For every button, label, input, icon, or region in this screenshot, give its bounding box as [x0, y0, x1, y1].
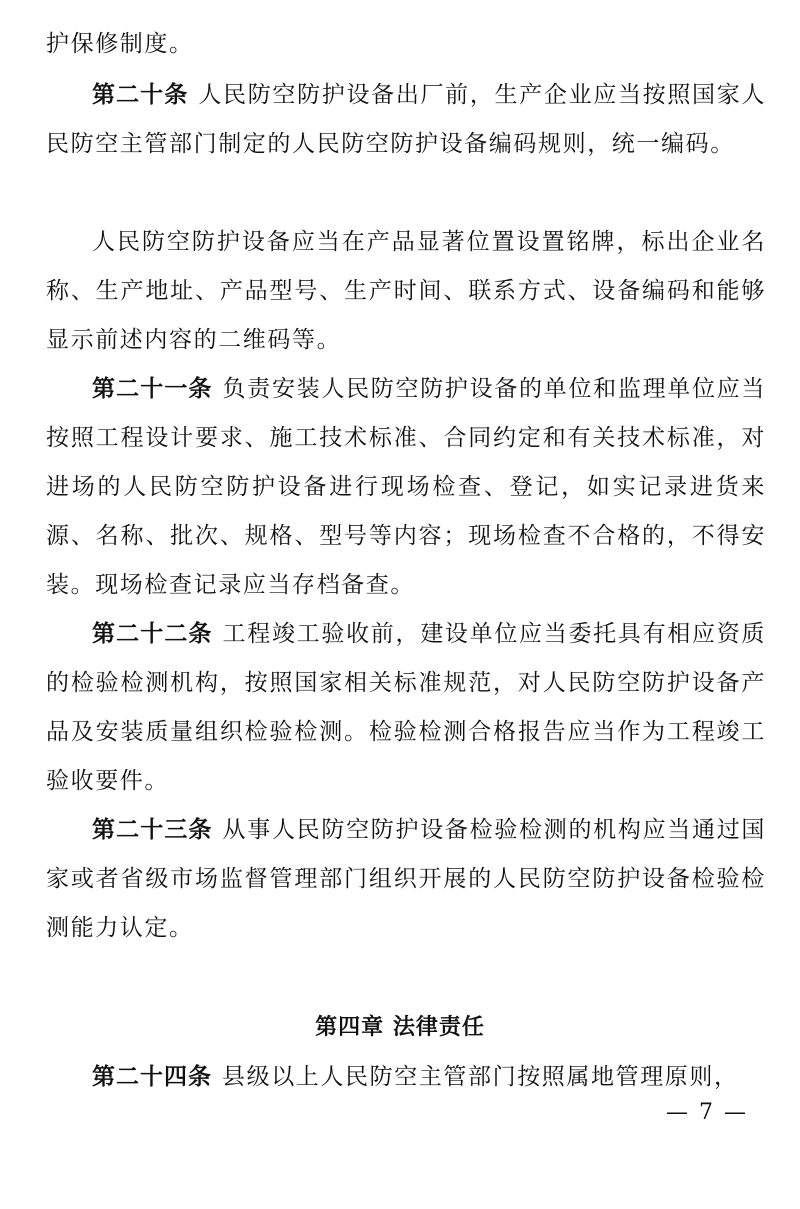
article-22-heading: 第二十二条	[92, 621, 213, 647]
continuation-text: 护保修制度。	[46, 31, 194, 57]
article-21-text: 负责安装人民防空防护设备的单位和监理单位应当按照工程设计要求、施工技术标准、合同约定和有关技术标准，对进场的人民防空防护设备进行现场检查、登记，如实记录进货来源、名称、批次、规格、型号等内容；现场检查不合格的，不得安装。现场检查记录应当存档备查。	[46, 376, 767, 598]
article-20-text-1: 人民防空防护设备出厂前，生产企业应当按照国家人民防空主管部门制定的人民防空防护设备编码规则，统一编码。	[46, 82, 766, 157]
article-23-heading: 第二十三条	[92, 817, 213, 843]
article-24-paragraph	[46, 1053, 766, 1102]
article-21-paragraph	[46, 365, 766, 610]
article-22-text: 工程竣工验收前，建设单位应当委托具有相应资质的检验检测机构，按照国家相关标准规范，对人民防空防护设备产品及安装质量组织检验检测。检验检测合格报告应当作为工程竣工验收要件。	[46, 621, 767, 794]
article-20-paragraph-2	[46, 218, 766, 365]
article-23-paragraph	[46, 806, 766, 953]
continuation-paragraph	[46, 20, 766, 69]
article-24-text: 县级以上人民防空主管部门按照属地管理原则，	[222, 1064, 739, 1090]
article-22-paragraph	[46, 610, 766, 806]
article-21-heading: 第二十一条	[92, 376, 213, 402]
article-24-heading: 第二十四条	[92, 1064, 212, 1090]
page-number: — 7 —	[666, 1100, 748, 1125]
article-20-text-2: 人民防空防护设备应当在产品显著位置设置铭牌，标出企业名称、生产地址、产品型号、生产时间、联系方式、设备编码和能够显示前述内容的二维码等。	[46, 229, 766, 353]
article-20-heading: 第二十条	[92, 82, 189, 108]
chapter-title: 第四章 法律责任	[315, 1015, 485, 1040]
article-20-paragraph-1	[46, 71, 766, 169]
article-23-text: 从事人民防空防护设备检验检测的机构应当通过国家或者省级市场监督管理部门组织开展的人民防空防护设备检验检测能力认定。	[46, 817, 767, 941]
